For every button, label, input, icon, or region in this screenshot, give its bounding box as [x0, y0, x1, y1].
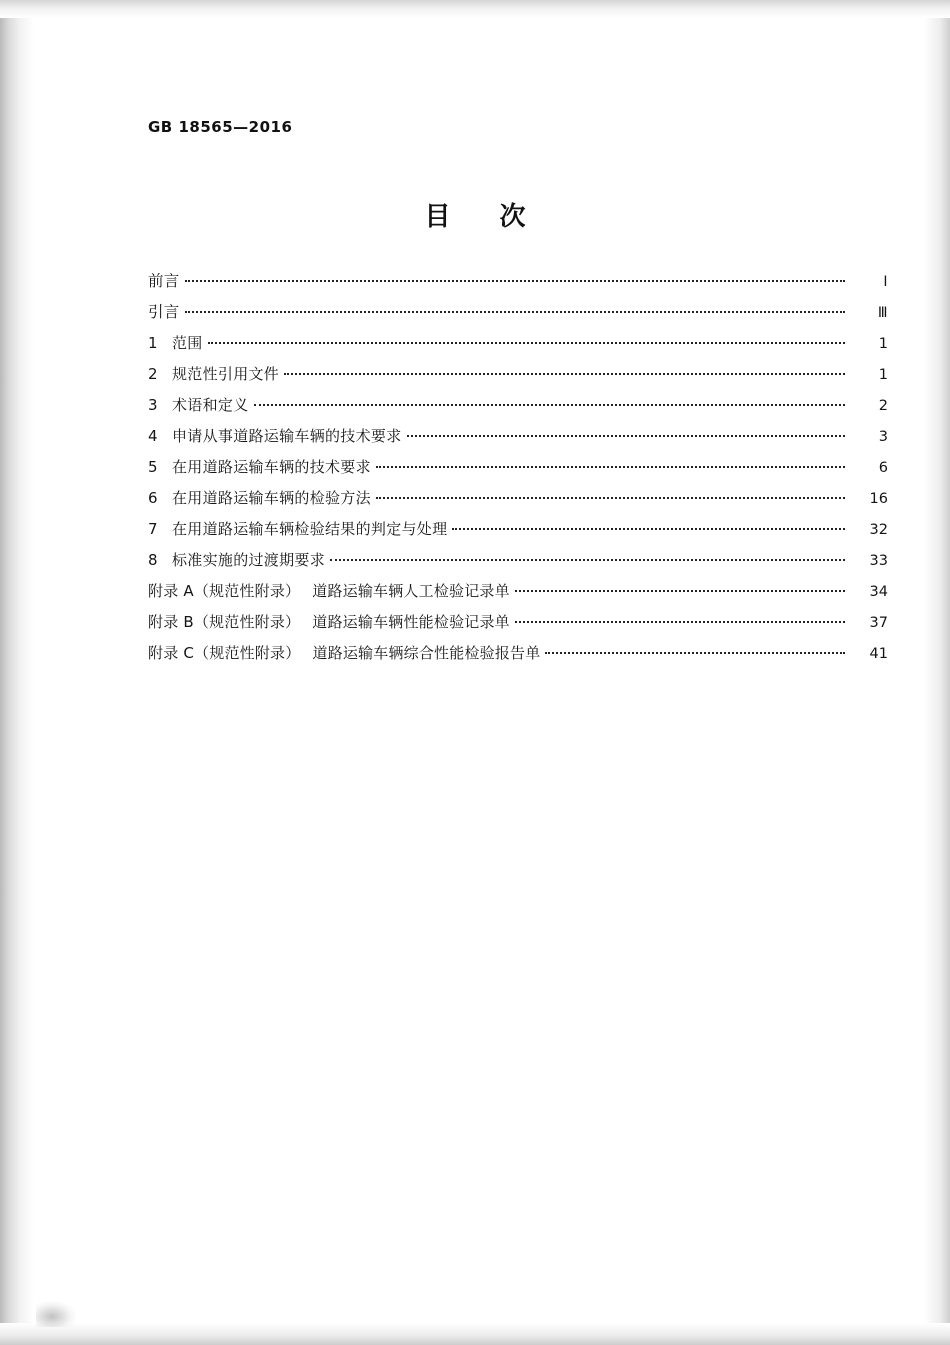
toc-entry-number: 7: [148, 520, 158, 538]
toc-entry-annex-c[interactable]: [148, 644, 888, 675]
toc-entry-clause-2[interactable]: [148, 365, 888, 396]
toc-entry-annex-prefix: 附录 C（规范性附录）: [148, 644, 301, 662]
toc-entry-clause-3[interactable]: [148, 396, 888, 427]
toc-entry-label: 在用道路运输车辆的检验方法: [172, 489, 371, 507]
toc-entry-label: 道路运输车辆人工检验记录单: [312, 582, 510, 600]
toc-entry-page: 33: [869, 553, 888, 569]
toc-entry-clause-1[interactable]: [148, 334, 888, 365]
toc-entry-page: Ⅲ: [877, 305, 888, 321]
toc-entry-foreword[interactable]: [148, 272, 888, 303]
toc-entry-page: Ⅰ: [883, 274, 888, 290]
toc-leader-dots: [330, 551, 845, 565]
toc-entry-label: 在用道路运输车辆检验结果的判定与处理: [172, 520, 448, 538]
toc-entry-label: 在用道路运输车辆的技术要求: [172, 458, 371, 476]
toc-entry-label: 标准实施的过渡期要求: [172, 551, 326, 569]
toc-entry-number: 3: [148, 396, 158, 414]
toc-entry-clause-5[interactable]: [148, 458, 888, 489]
toc-leader-dots: [254, 396, 845, 410]
toc-entry-page: 16: [869, 491, 888, 507]
toc-leader-dots: [515, 613, 845, 627]
toc-entry-annex-b[interactable]: [148, 613, 888, 644]
toc-entry-clause-6[interactable]: [148, 489, 888, 520]
toc-entry-label: 范围: [172, 334, 203, 352]
toc-leader-dots: [376, 458, 845, 472]
toc-entry-clause-7[interactable]: [148, 520, 888, 551]
toc-entry-annex-prefix: 附录 B（规范性附录）: [148, 613, 301, 631]
toc-entry-clause-4[interactable]: [148, 427, 888, 458]
toc-entry-number: 4: [148, 427, 158, 445]
toc-entry-page: 32: [869, 522, 888, 538]
toc-entry-page: 1: [878, 336, 888, 352]
toc-entry-number: 5: [148, 458, 158, 476]
toc-leader-dots: [284, 365, 845, 379]
toc-leader-dots: [208, 334, 845, 348]
toc-entry-label: 前言: [148, 272, 180, 290]
toc-entry-annex-prefix: 附录 A（规范性附录）: [148, 582, 301, 600]
toc-entry-label: 道路运输车辆性能检验记录单: [312, 613, 510, 631]
toc-entry-page: 34: [869, 584, 888, 600]
toc-entry-number: 1: [148, 334, 158, 352]
table-of-contents: [148, 272, 888, 675]
toc-entry-page: 3: [878, 429, 888, 445]
toc-entry-label: 申请从事道路运输车辆的技术要求: [172, 427, 402, 445]
toc-entry-number: 6: [148, 489, 158, 507]
toc-leader-dots: [185, 303, 845, 317]
toc-entry-annex-a[interactable]: [148, 582, 888, 613]
page-title: 目 次: [424, 202, 546, 232]
toc-entry-page: 37: [869, 615, 888, 631]
toc-entry-page: 6: [878, 460, 888, 476]
toc-entry-page: 1: [878, 367, 888, 383]
toc-entry-number: 8: [148, 551, 158, 569]
toc-leader-dots: [515, 582, 845, 596]
toc-entry-page: 41: [869, 646, 888, 662]
toc-entry-label: 规范性引用文件: [172, 365, 280, 383]
toc-entry-label: 引言: [148, 303, 180, 321]
standard-number: GB 18565—2016: [148, 118, 293, 136]
toc-entry-introduction[interactable]: [148, 303, 888, 334]
toc-entry-label: 术语和定义: [172, 396, 249, 414]
toc-entry-clause-8[interactable]: [148, 551, 888, 582]
toc-leader-dots: [545, 644, 845, 658]
toc-entry-number: 2: [148, 365, 158, 383]
toc-leader-dots: [185, 272, 845, 286]
toc-leader-dots: [452, 520, 845, 534]
toc-entry-page: 2: [878, 398, 888, 414]
toc-leader-dots: [376, 489, 845, 503]
toc-entry-label: 道路运输车辆综合性能检验报告单: [312, 644, 541, 662]
toc-leader-dots: [407, 427, 845, 441]
